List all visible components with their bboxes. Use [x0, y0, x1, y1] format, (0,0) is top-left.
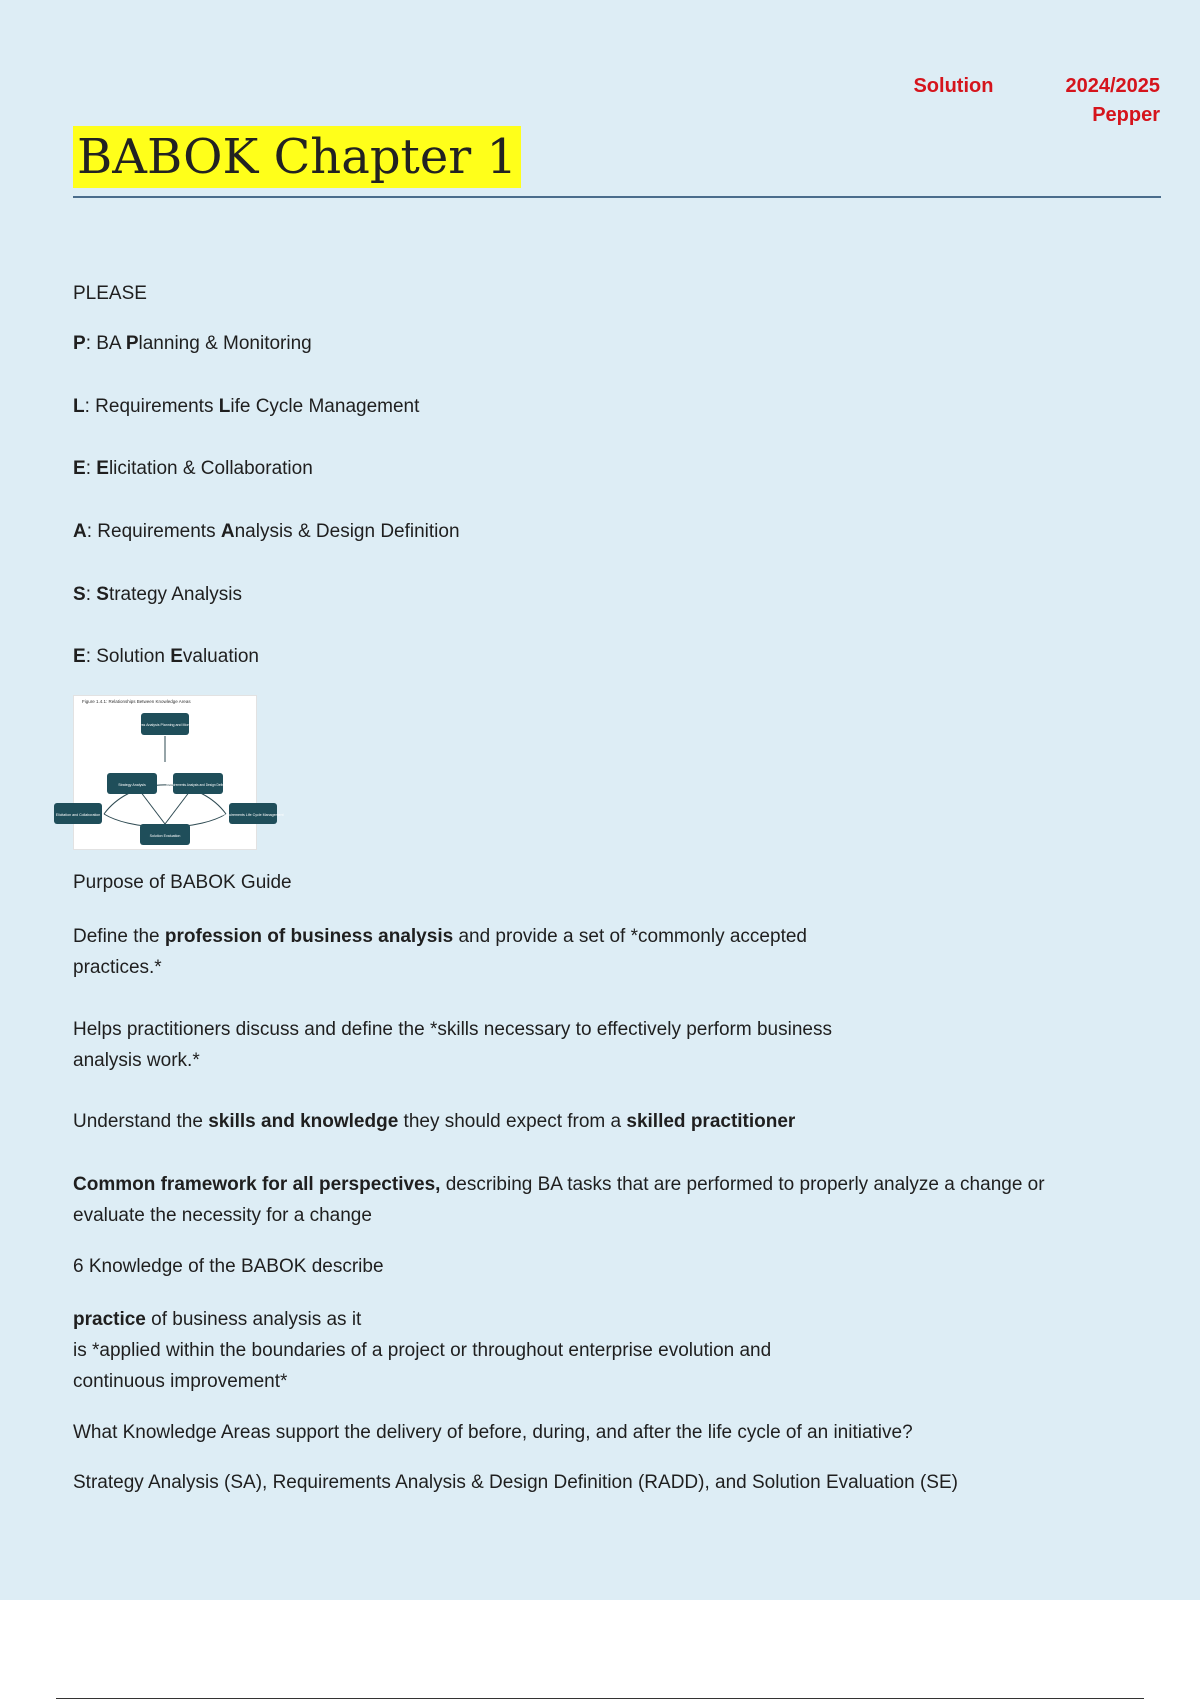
mnemonic-item: A: Requirements Analysis & Design Definition [73, 521, 460, 542]
paragraph-helps: Helps practitioners discuss and define the *skills necessary to effectively perform business analysis work.* [73, 1019, 832, 1071]
author-label: Pepper [1092, 104, 1160, 126]
mnemonic-item: P: BA Planning & Monitoring [73, 333, 312, 354]
knowledge-areas-diagram [55, 696, 284, 849]
purpose-heading: Purpose of BABOK Guide [73, 872, 292, 893]
question-text: What Knowledge Areas support the delivery of before, during, and after the life cycle of an initiative? [73, 1422, 913, 1443]
mnemonic-word: PLEASE [73, 283, 147, 304]
footer-divider [56, 1698, 1144, 1699]
node-planning-label: Business Analysis Planning and Monitoring [130, 723, 200, 727]
title-wrapper [73, 126, 521, 188]
title-divider [73, 196, 1161, 198]
answer-text: Strategy Analysis (SA), Requirements Analysis & Design Definition (RADD), and Solution Evaluation (SE) [73, 1472, 958, 1493]
figure-caption: Figure 1.4.1: Relationships Between Knowledge Areas [82, 699, 191, 704]
connector-line [165, 791, 190, 824]
node-strategy-label: Strategy Analysis [118, 783, 146, 787]
mnemonic-item: L: Requirements Life Cycle Management [73, 396, 420, 417]
year-label: 2024/2025 [1065, 75, 1160, 97]
paragraph-knowledge: 6 Knowledge of the BABOK describe [73, 1256, 384, 1277]
mnemonic-item: E: Elicitation & Collaboration [73, 458, 313, 479]
mnemonic-item: S: Strategy Analysis [73, 584, 243, 605]
page-title: BABOK Chapter 1 [73, 126, 521, 188]
connector-line [140, 791, 165, 824]
knowledge-areas-figure [55, 695, 284, 850]
node-lifecycle-label: Requirements Life Cycle Management [222, 813, 284, 817]
node-radd-label: Requirements Analysis and Design Definition [166, 783, 230, 787]
paragraph-define: Define the profession of business analysis and provide a set of *commonly accepted practices.* [73, 926, 807, 978]
node-evaluation-label: Solution Evaluation [149, 834, 181, 838]
solution-label: Solution [913, 75, 994, 97]
mnemonic-item: E: Solution Evaluation [73, 646, 259, 667]
paragraph-practice: practice of business analysis as it is *applied within the boundaries of a project or throughout enterprise evolution and continuous improvement* [73, 1309, 772, 1392]
paragraph-understand: Understand the skills and knowledge they should expect from a skilled practitioner [73, 1111, 796, 1132]
node-elicitation-label: Elicitation and Collaboration [55, 813, 101, 817]
paragraph-framework: Common framework for all perspectives, describing BA tasks that are performed to properly analyze a change or evaluate the necessity for a change [73, 1174, 1045, 1226]
header-meta [913, 72, 1160, 130]
